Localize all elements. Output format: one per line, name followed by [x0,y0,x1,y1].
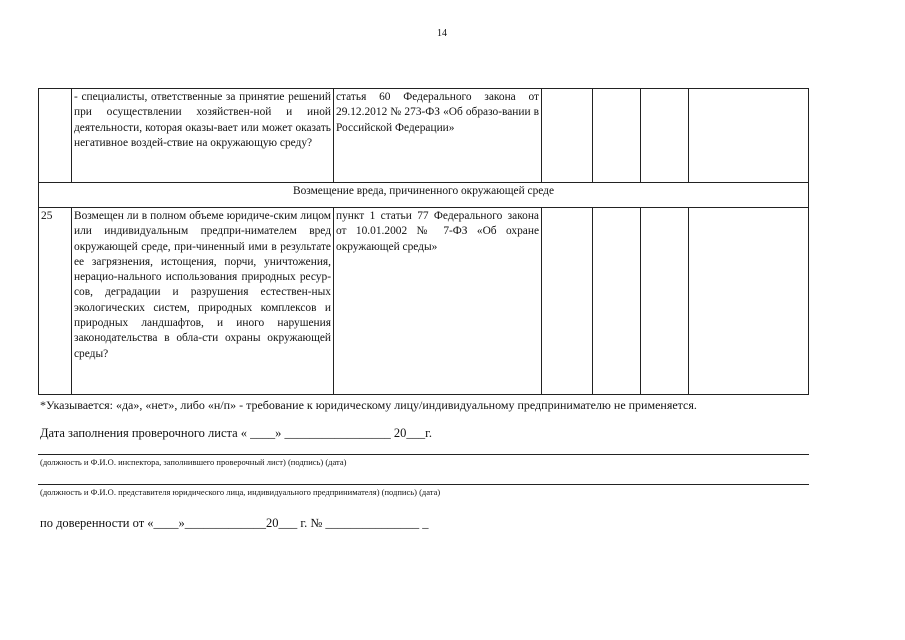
representative-caption: (должность и Ф.И.О. представителя юридического лица, индивидуального предпринимателя) (подпись) (дата) [40,487,441,497]
notes-cell [689,208,809,395]
page-number: 14 [437,28,447,39]
table-row-specialists [39,89,809,183]
row-number-cell [39,89,72,183]
answer-yes-cell [542,208,593,395]
legal-basis-cell: статья 60 Федерального закона от 29.12.2012 № 273-ФЗ «Об образо-вании в Российской Федерации» [334,89,542,183]
answer-no-cell [593,89,641,183]
row-number-cell: 25 [39,208,72,395]
answer-yes-cell [542,89,593,183]
answer-na-cell [641,208,689,395]
question-cell: Возмещен ли в полном объеме юридиче-ским лицом или индивидуальным предпри-нимателем вред окружающей среде, при-чиненный ими в результате ее загрязнения, истощения, порчи, уничтожения, нерацио-нального использования природных ресур-сов, деградации и разрушения естествен-ных экологических систем, природных комплексов и природных ландшафтов, и иного нарушения законодательства в обла-сти охраны окружающей среды? [72,208,334,395]
footnote: *Указывается: «да», «нет», либо «н/п» - требование к юридическому лицу/индивидуальному предпринимателю не применяется. [40,398,697,412]
proxy-line: по доверенности от «____»_____________20___ г. № _______________ _ [40,516,429,530]
representative-signature-line [38,484,809,485]
inspector-caption: (должность и Ф.И.О. инспектора, заполнившего проверочный лист) (подпись) (дата) [40,457,347,467]
answer-na-cell [641,89,689,183]
inspector-signature-line [38,454,809,455]
section-heading-row [39,183,809,208]
question-cell: - специалисты, ответственные за принятие решений при осуществлении хозяйствен-ной и иной деятельности, которая оказы-вает или может оказать негативное воздей-ствие на окружающую среду? [72,89,334,183]
answer-no-cell [593,208,641,395]
table-row-25 [39,208,809,395]
notes-cell [689,89,809,183]
legal-basis-cell: пункт 1 статьи 77 Федерального закона от 10.01.2002 № 7-ФЗ «Об охране окружающей среды» [334,208,542,395]
section-title: Возмещение вреда, причиненного окружающей среде [39,183,809,208]
fill-date-line: Дата заполнения проверочного листа « ____» _________________ 20___г. [40,426,433,440]
checklist-table [38,88,809,395]
